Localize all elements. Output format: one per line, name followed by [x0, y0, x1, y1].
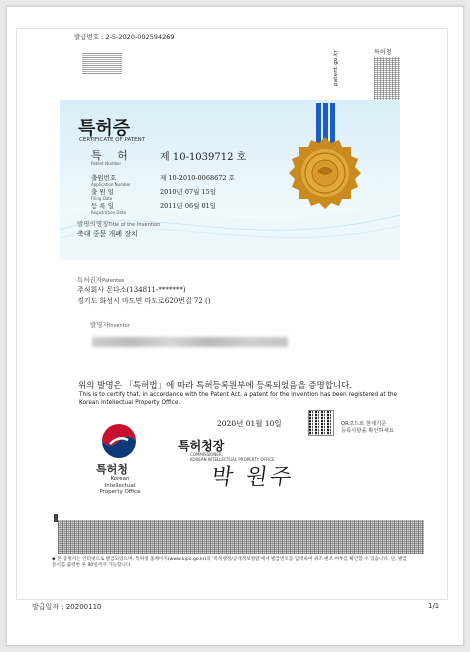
doc-number: 발급번호 : 2-5-2020-002594269 [74, 33, 175, 41]
kipo-logo-icon [100, 422, 138, 460]
invention-title-value: 축대 중문 개폐 장치 [77, 230, 138, 238]
certify-korean: 위의 발명은 「특허법」에 따라 특허등록원부에 등록되었음을 증명합니다. [78, 381, 353, 391]
page-title: 특허증 [78, 118, 131, 139]
security-pattern [58, 520, 424, 554]
patent-number-label: 특 허 [91, 149, 134, 162]
page-subtitle: CERTIFICATE OF PATENT [79, 137, 146, 143]
kipo-english: Korean Intellectual Property Office [99, 476, 141, 495]
patent-number-value: 제 10-1039712 호 [160, 152, 247, 163]
application-number-value: 제 10-2010-0068672 호 [160, 174, 235, 182]
barcode-icon [82, 52, 122, 74]
patentee-name: 주식회사 몬다소(134811-*******) [77, 286, 186, 294]
filing-date-value: 2010년 07월 15일 [160, 188, 217, 196]
top-qr-icon [374, 57, 400, 101]
qr-note: QR코드로 현재기준 등록사항을 확인하세요 [341, 421, 394, 434]
patent-number-label-en: Patent Number [91, 161, 122, 166]
page-number: 1/1 [428, 602, 440, 610]
registration-date-label: 등 록 일 [91, 202, 114, 210]
filing-date-label-en: Filing Date [91, 196, 113, 201]
top-right-logo: 특허청 [374, 49, 392, 56]
filing-date-label: 출 원 일 [91, 188, 114, 196]
qr-code-icon[interactable] [309, 411, 333, 435]
certify-english: This is to certify that, in accordance with the Patent Act, a patent for the invention has been registered at the Korean Intellectual Property Office. [79, 392, 398, 406]
inventor-redacted [92, 337, 288, 347]
application-number-label-en: Application Number [91, 182, 131, 187]
patentee-label: 특허권자Patentee [77, 276, 125, 284]
gold-seal-icon [288, 136, 362, 210]
registration-date-label-en: Registration Date [91, 210, 126, 215]
signature: 박 원주 [209, 465, 297, 490]
patentee-address: 경기도 화성시 마도면 마도로620번길 72 () [77, 297, 211, 305]
issue-date-certificate: 2020년 01월 10일 [217, 419, 282, 428]
inventor-label: 발명자Inventor [90, 321, 130, 329]
issue-date-footer: 발급일자 : 20200110 [32, 603, 102, 611]
application-number-label: 출원번호 [91, 174, 117, 182]
commissioner-english: COMMISSIONER, KOREAN INTELLECTUAL PROPERTY OFFICE [190, 452, 275, 462]
side-vertical-text: patent.go.kr [333, 49, 339, 86]
commissioner-title: 특허청장 [178, 439, 225, 453]
footnote: ◆ 본 증명서는 인터넷으로 발급되었으며, 특허청 홈페이지(www.kipo.go.kr)의 '특허행정/공개정보열람'에서 발급번호를 입력하여 위조·변조 여부를 확인할 수 있습니다. 단, 발급문서를 출력한 후 90일까지 가능합니다. [52, 557, 407, 568]
kipo-name: 특허청 [96, 463, 128, 476]
registration-date-value: 2011년 06월 01일 [160, 202, 217, 210]
invention-title-label: 발명의명칭Title of the Invention [77, 220, 161, 228]
